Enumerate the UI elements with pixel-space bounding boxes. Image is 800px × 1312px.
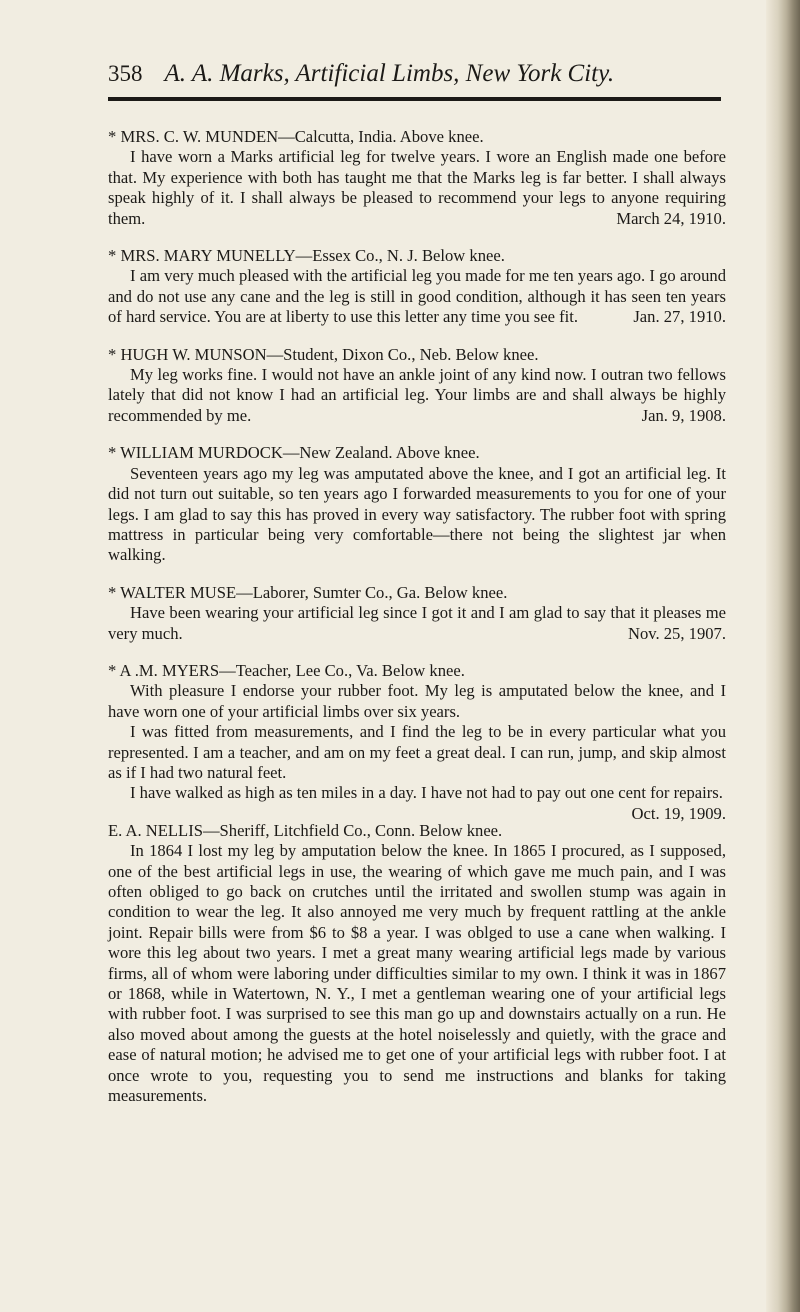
entry-date: Jan. 9, 1908. [641,405,726,425]
entry-text: I am very much pleased with the artificial leg you made for me ten years ago. I go around and do not use any cane and the leg is still in good condition, although it has seen ten years of hard service. You are at liberty to use this letter any time you see fit. [108,266,726,327]
entry-paragraph: I was fitted from measurements, and I find the leg to be in every particular what you represented. I am a teacher, and am on my feet a great deal. I can run, jump, and skip almost as if I had two natural feet. [108,722,726,782]
entry-date: March 24, 1910. [616,208,726,228]
entry-paragraph [108,266,726,327]
entry-heading: * HUGH W. MUNSON—Student, Dixon Co., Neb. Below knee. [108,344,539,364]
entry-paragraph: Seventeen years ago my leg was amputated above the knee, and I got an artificial leg. It did not turn out suitable, so ten years ago I forwarded measurements to you for one of your legs. I am glad to say this has proved in every way satisfactory. The rubber foot with spring mattress in particular being very comfortable—there not being the slightest jar when walking. [108,463,726,565]
entry-heading: * MRS. MARY MUNELLY—Essex Co., N. J. Below knee. [108,246,505,266]
entry-text: I have worn a Marks artificial leg for twelve years. I wore an English made one before that. My experience with both has taught me that the Marks leg is far better. I shall always speak highly of it. I shall always be pleased to recommend your legs to anyone requiring them. [108,147,726,228]
running-title: A. A. Marks, Artificial Limbs, New York City. [164,60,615,87]
testimonial-entry [108,583,726,644]
entry-heading: * MRS. C. W. MUNDEN—Calcutta, India. Above knee. [108,127,484,146]
testimonial-entry [108,821,726,1107]
entry-date: Oct. 19, 1909. [631,803,726,823]
entry-text: I have walked as high as ten miles in a day. I have not had to pay out one cent for repairs. [130,783,723,803]
entry-heading: E. A. NELLIS—Sheriff, Litchfield Co., Conn. Below knee. [108,820,503,840]
entry-paragraph [108,603,726,644]
entry-text: My leg works fine. I would not have an ankle joint of any kind now. I outran two fellows lately that did not know I had an artificial leg. Your limbs are and shall always be highly recommended by me. [108,365,726,425]
testimonial-entry [108,345,726,427]
testimonial-entry [108,443,726,565]
page-header [108,60,726,94]
entry-heading: * A .M. MYERS—Teacher, Lee Co., Va. Below knee. [108,660,465,680]
entry-heading: * WILLIAM MURDOCK—New Zealand. Above knee. [108,443,480,463]
entry-paragraph [108,147,726,229]
entry-paragraph [108,783,726,823]
entry-date: Jan. 27, 1910. [633,307,726,327]
testimonial-entry [108,660,726,823]
entry-text: Have been wearing your artificial leg since I got it and I am glad to say that it pleases me very much. [108,603,726,643]
entry-paragraph: In 1864 I lost my leg by amputation below the knee. In 1865 I procured, as I supposed, one of the best artificial legs in use, the wearing of which gave me much pain, and I was often obliged to go back on crutches until the irritated and swollen stump was again in condition to wear the leg. It also annoyed me very much by frequent rattling at the ankle joint. Repair bills were from $6 to $8 a year. I was oblged to use a cane when walking. I wore this leg about two years. I met a great many wearing artificial legs made by various firms, all of whom were laboring under difficulties similar to my own. I think it was in 1867 or 1868, while in Watertown, N. Y., I met a gentleman wearing one of your artificial legs with rubber foot. I was surprised to see this man go up and downstairs actually on a run. He also moved about among the guests at the hotel noiselessly and quietly, with the grace and ease of natural motion; he advised me to get one of your artificial legs with rubber foot. I at once wrote to you, requesting you to send me instructions and blanks for taking measurements. [108,841,726,1106]
testimonial-entry [108,127,726,229]
header-rule [108,97,721,101]
page-number: 358 [108,61,143,86]
entry-paragraph [108,365,726,426]
entry-heading: * WALTER MUSE—Laborer, Sumter Co., Ga. Below knee. [108,582,508,602]
testimonials [108,127,726,1123]
testimonial-entry [108,246,726,328]
entry-paragraph: With pleasure I endorse your rubber foot. My leg is amputated below the knee, and I have worn one of your artificial limbs over six years. [108,681,726,721]
page-edge-shadow [766,0,800,1312]
entry-date: Nov. 25, 1907. [627,623,726,643]
